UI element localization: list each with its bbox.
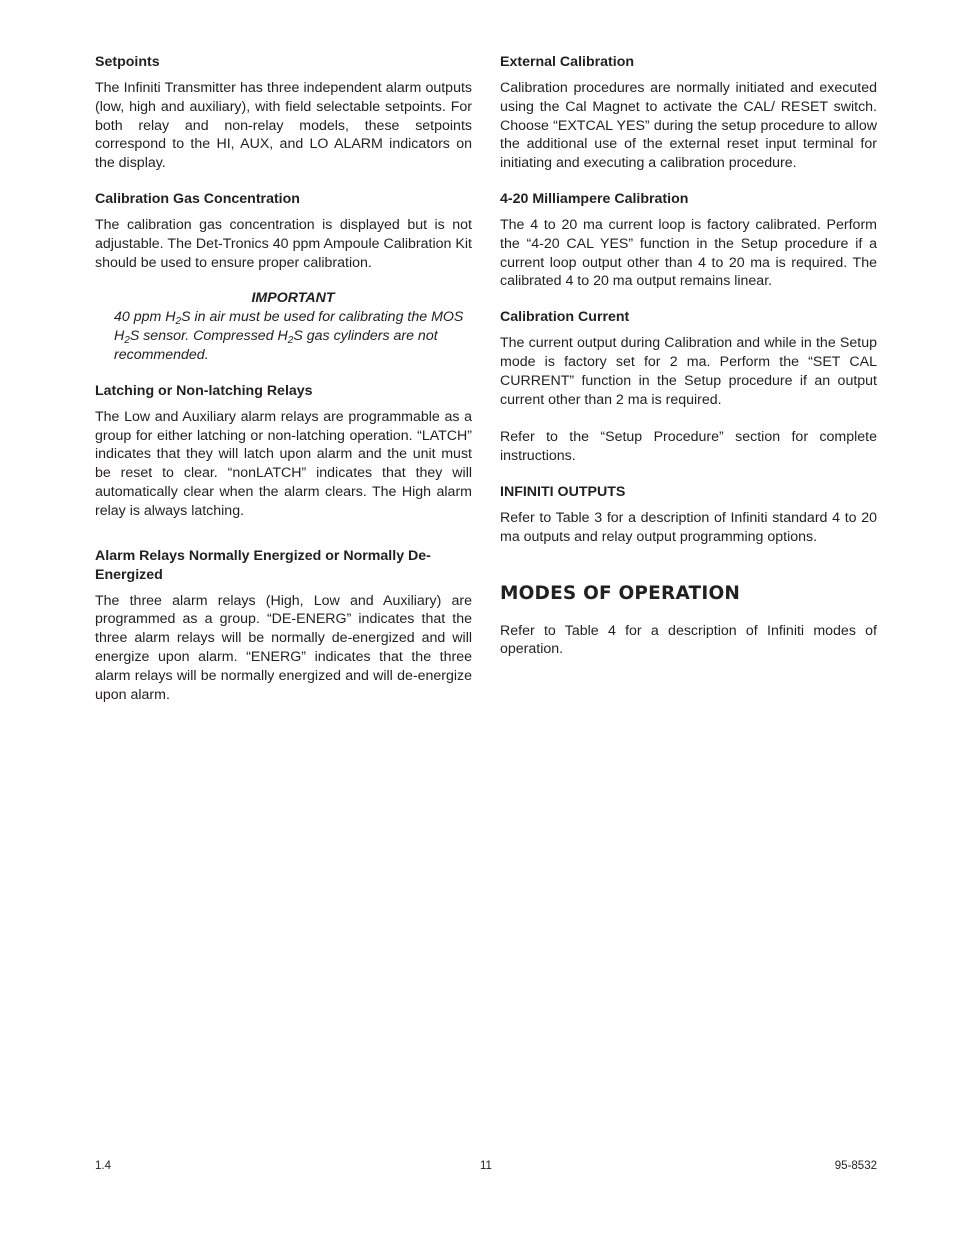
external-cal-text: Calibration procedures are normally initiated and executed using the Cal Magnet to activate the CAL/ RESET switch. Choose “EXTCAL YES” during the setup procedure to allow the additional use of the external reset input terminal for initiating and executing a calibration procedure. — [500, 80, 877, 172]
subscript-2: 2 — [124, 335, 130, 347]
ma-cal-heading: 4-20 Milliampere Calibration — [500, 190, 689, 207]
cal-current-section — [500, 308, 877, 466]
important-text-part-2: S in air must be used for calibrating the MOS H — [114, 309, 464, 345]
modes-text: Refer to Table 4 for a description of Infiniti modes of operation. — [500, 622, 877, 658]
cal-gas-heading: Calibration Gas Concentration — [95, 190, 300, 207]
footer-revision: 1.4 — [95, 1160, 111, 1172]
alarm-relays-heading: Alarm Relays Normally Energized or Normally De-Energized — [95, 547, 431, 583]
modes-title: MODES OF OPERATION — [500, 582, 741, 604]
outputs-heading: INFINITI OUTPUTS — [500, 483, 626, 500]
important-text — [114, 308, 472, 364]
important-title: IMPORTANT — [251, 290, 335, 307]
external-cal-section — [500, 53, 877, 173]
setpoints-heading: Setpoints — [95, 54, 160, 70]
cal-current-heading: Calibration Current — [500, 309, 630, 326]
outputs-text: Refer to Table 3 for a description of Infiniti standard 4 to 20 ma outputs and relay output programming options. — [500, 509, 877, 545]
subscript-2: 2 — [287, 335, 294, 347]
right-column — [500, 53, 877, 659]
paragraph-spacer — [500, 409, 877, 428]
latching-section — [95, 382, 472, 521]
alarm-relays-section — [95, 547, 472, 705]
important-text-part-1: 40 ppm H — [114, 309, 176, 326]
important-text-part-3: S sensor. Compressed H — [129, 328, 288, 345]
ma-cal-section — [500, 190, 877, 291]
footer-document-number: 95-8532 — [834, 1160, 877, 1172]
important-note — [95, 289, 472, 364]
left-column — [95, 53, 472, 721]
subscript-2: 2 — [175, 316, 182, 328]
setup-reference-text: Refer to the “Setup Procedure” section for complete instructions. — [500, 429, 877, 465]
alarm-relays-text: The three alarm relays (High, Low and Auxiliary) are programmed as a group. “DE-ENERG” indicates that the three alarm relays will be normally de-energized and will energize upon alarm. “ENERG” indicates that the three alarm relays will be normally energized and will de-energize upon alarm. — [95, 592, 472, 703]
setpoints-section — [95, 53, 472, 173]
important-text-part-4: S gas cylinders are not recommended. — [114, 328, 438, 363]
latching-heading: Latching or Non-latching Relays — [95, 382, 313, 399]
setpoints-text: The Infiniti Transmitter has three independent alarm outputs (low, high and auxiliary), with field selectable setpoints. For both relay and non-relay models, these setpoints correspond to the HI, AUX, and LO ALARM indicators on the display. — [95, 80, 472, 172]
ma-cal-text: The 4 to 20 ma current loop is factory calibrated. Perform the “4-20 CAL YES” function in the Setup procedure if a current loop output other than 4 to 20 ma is required. The calibrated 4 to 20 ma output remains linear. — [500, 216, 877, 290]
cal-gas-text: The calibration gas concentration is displayed but is not adjustable. The Det-Tronics 40 ppm Ampoule Calibration Kit should be used to ensure proper calibration. — [95, 216, 472, 271]
latching-text: The Low and Auxiliary alarm relays are programmable as a group for either latching or non-latching operation. “LATCH” indicates that they will latch upon alarm and the unit must be reset to clear. “nonLATCH” indicates that they will automatically clear when the alarm clears. The High alarm relay is always latching. — [95, 408, 472, 519]
cal-gas-section — [95, 190, 472, 272]
cal-current-text: The current output during Calibration and while in the Setup mode is factory set for 2 ma. Perform the “SET CAL CURRENT” function in the Setup procedure if an output current other than 2 ma is required. — [500, 335, 877, 408]
outputs-section — [500, 483, 877, 547]
modes-section — [500, 583, 877, 660]
external-cal-heading: External Calibration — [500, 54, 635, 70]
footer-page-number: 11 — [480, 1160, 492, 1172]
